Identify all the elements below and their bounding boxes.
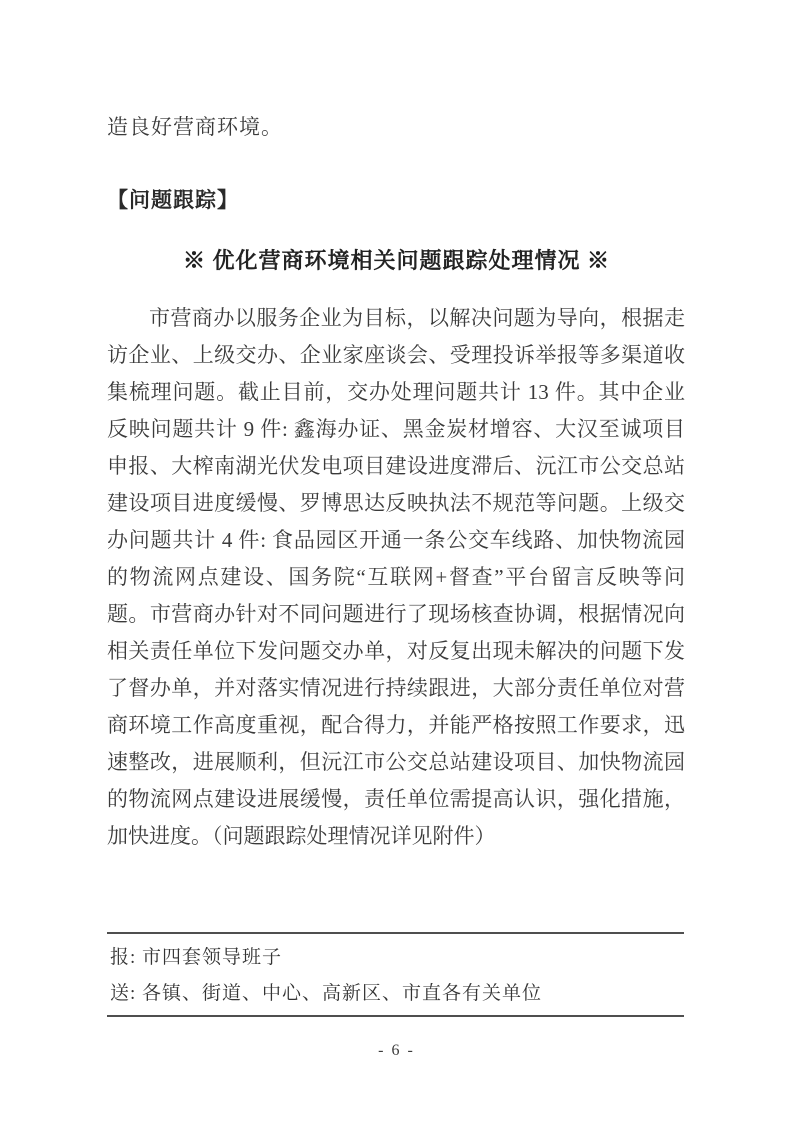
footer-divider-top [107,932,684,934]
footer-divider-bottom [107,1015,684,1017]
paragraph-line: 商环境工作高度重视，配合得力，并能严格按照工作要求，迅 [107,713,685,737]
continuation-text: 造良好营商环境。 [107,115,283,139]
report-to-line: 报: 市四套领导班子 [110,947,283,968]
paragraph-line: 申报、大榨南湖光伏发电项目建设进度滞后、沅江市公交总站 [107,454,685,478]
paragraph-line: 建设项目进度缓慢、罗博思达反映执法不规范等问题。上级交 [107,491,685,515]
paragraph-line: 相关责任单位下发问题交办单，对反复出现未解决的问题下发 [107,639,685,663]
paragraph-line: 集梳理问题。截止目前，交办处理问题共计 13 件。其中企业 [107,380,685,404]
section-heading-problem-tracking: 【问题跟踪】 [107,189,239,212]
article-title: ※ 优化营商环境相关问题跟踪处理情况 ※ [182,248,610,273]
paragraph-line: 的物流网点建设进展缓慢，责任单位需提高认识，强化措施， [107,787,685,811]
paragraph-line: 市营商办以服务企业为目标，以解决问题为导向，根据走 [149,306,685,330]
paragraph-line: 办问题共计 4 件: 食品园区开通一条公交车线路、加快物流园 [107,528,685,552]
paragraph-line: 加快进度。（问题跟踪处理情况详见附件） [107,824,496,848]
paragraph-line: 了督办单，并对落实情况进行持续跟进，大部分责任单位对营 [107,676,685,700]
paragraph-line: 的物流网点建设、国务院“互联网+督查”平台留言反映等问 [107,565,685,589]
paragraph-line: 访企业、上级交办、企业家座谈会、受理投诉举报等多渠道收 [107,343,685,367]
paragraph-line: 题。市营商办针对不同问题进行了现场核查协调，根据情况向 [107,602,685,626]
body-paragraph [107,300,685,855]
page-number: - 6 - [378,1042,415,1059]
distribution-line: 送: 各镇、街道、中心、高新区、市直各有关单位 [110,983,543,1004]
paragraph-line: 速整改，进展顺利，但沅江市公交总站建设项目、加快物流园 [107,750,685,774]
paragraph-line: 反映问题共计 9 件: 鑫海办证、黑金炭材增容、大汉至诚项目 [107,417,685,441]
